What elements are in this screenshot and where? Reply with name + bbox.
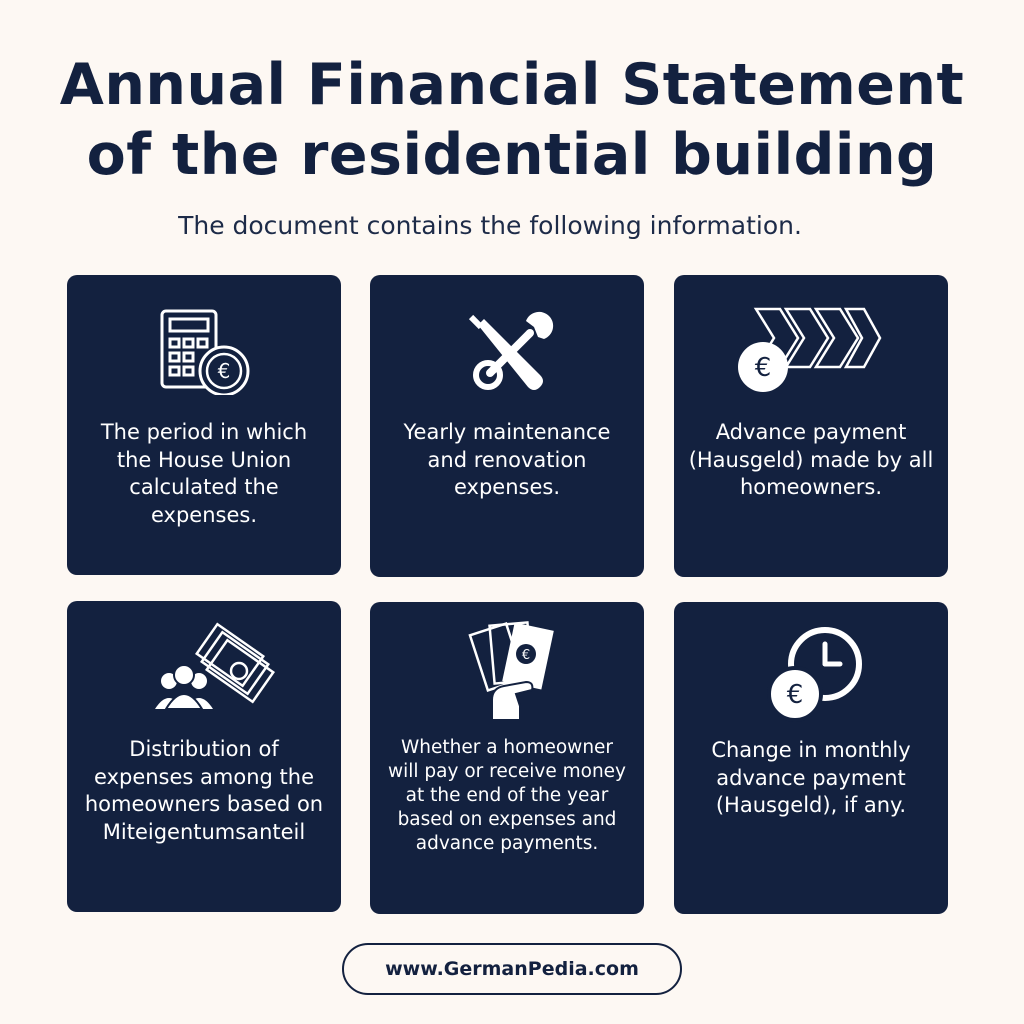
info-card-text: Yearly maintenance and renovation expenses. (403, 420, 611, 499)
info-card-maintenance (370, 275, 644, 577)
euro-arrows-icon (674, 275, 948, 395)
info-card-text: Change in monthly advance payment (Hausgeld), if any. (711, 738, 911, 817)
info-card-advance-payment (674, 275, 948, 577)
info-card-text: The period in which the House Union calculated the expenses. (100, 420, 308, 527)
info-card-change (674, 602, 948, 914)
svg-text:€: € (754, 353, 772, 383)
people-money-icon (67, 601, 341, 721)
info-card-text: Whether a homeowner will pay or receive money at the end of the year based on expenses and advance payments. (387, 737, 627, 854)
info-card-settlement (370, 602, 644, 914)
clock-euro-icon (674, 602, 948, 722)
page-subtitle: The document contains the following information. (178, 211, 802, 240)
title-line-2: of the residential building (86, 122, 938, 188)
calculator-euro-icon (67, 275, 341, 395)
info-card-period (67, 275, 341, 575)
wrench-screwdriver-icon (370, 275, 644, 395)
info-card-distribution (67, 601, 341, 912)
svg-text:€: € (786, 680, 804, 710)
hand-money-icon (370, 602, 644, 722)
title-line-1: Annual Financial Statement (59, 52, 965, 118)
svg-text:€: € (521, 648, 531, 663)
info-card-text: Distribution of expenses among the homeowners based on Miteigentumsanteil (84, 737, 324, 844)
info-card-text: Advance payment (Hausgeld) made by all homeowners. (688, 420, 934, 499)
website-link[interactable]: www.GermanPedia.com (342, 943, 682, 995)
page-title (0, 50, 1024, 190)
svg-text:€: € (217, 359, 231, 383)
